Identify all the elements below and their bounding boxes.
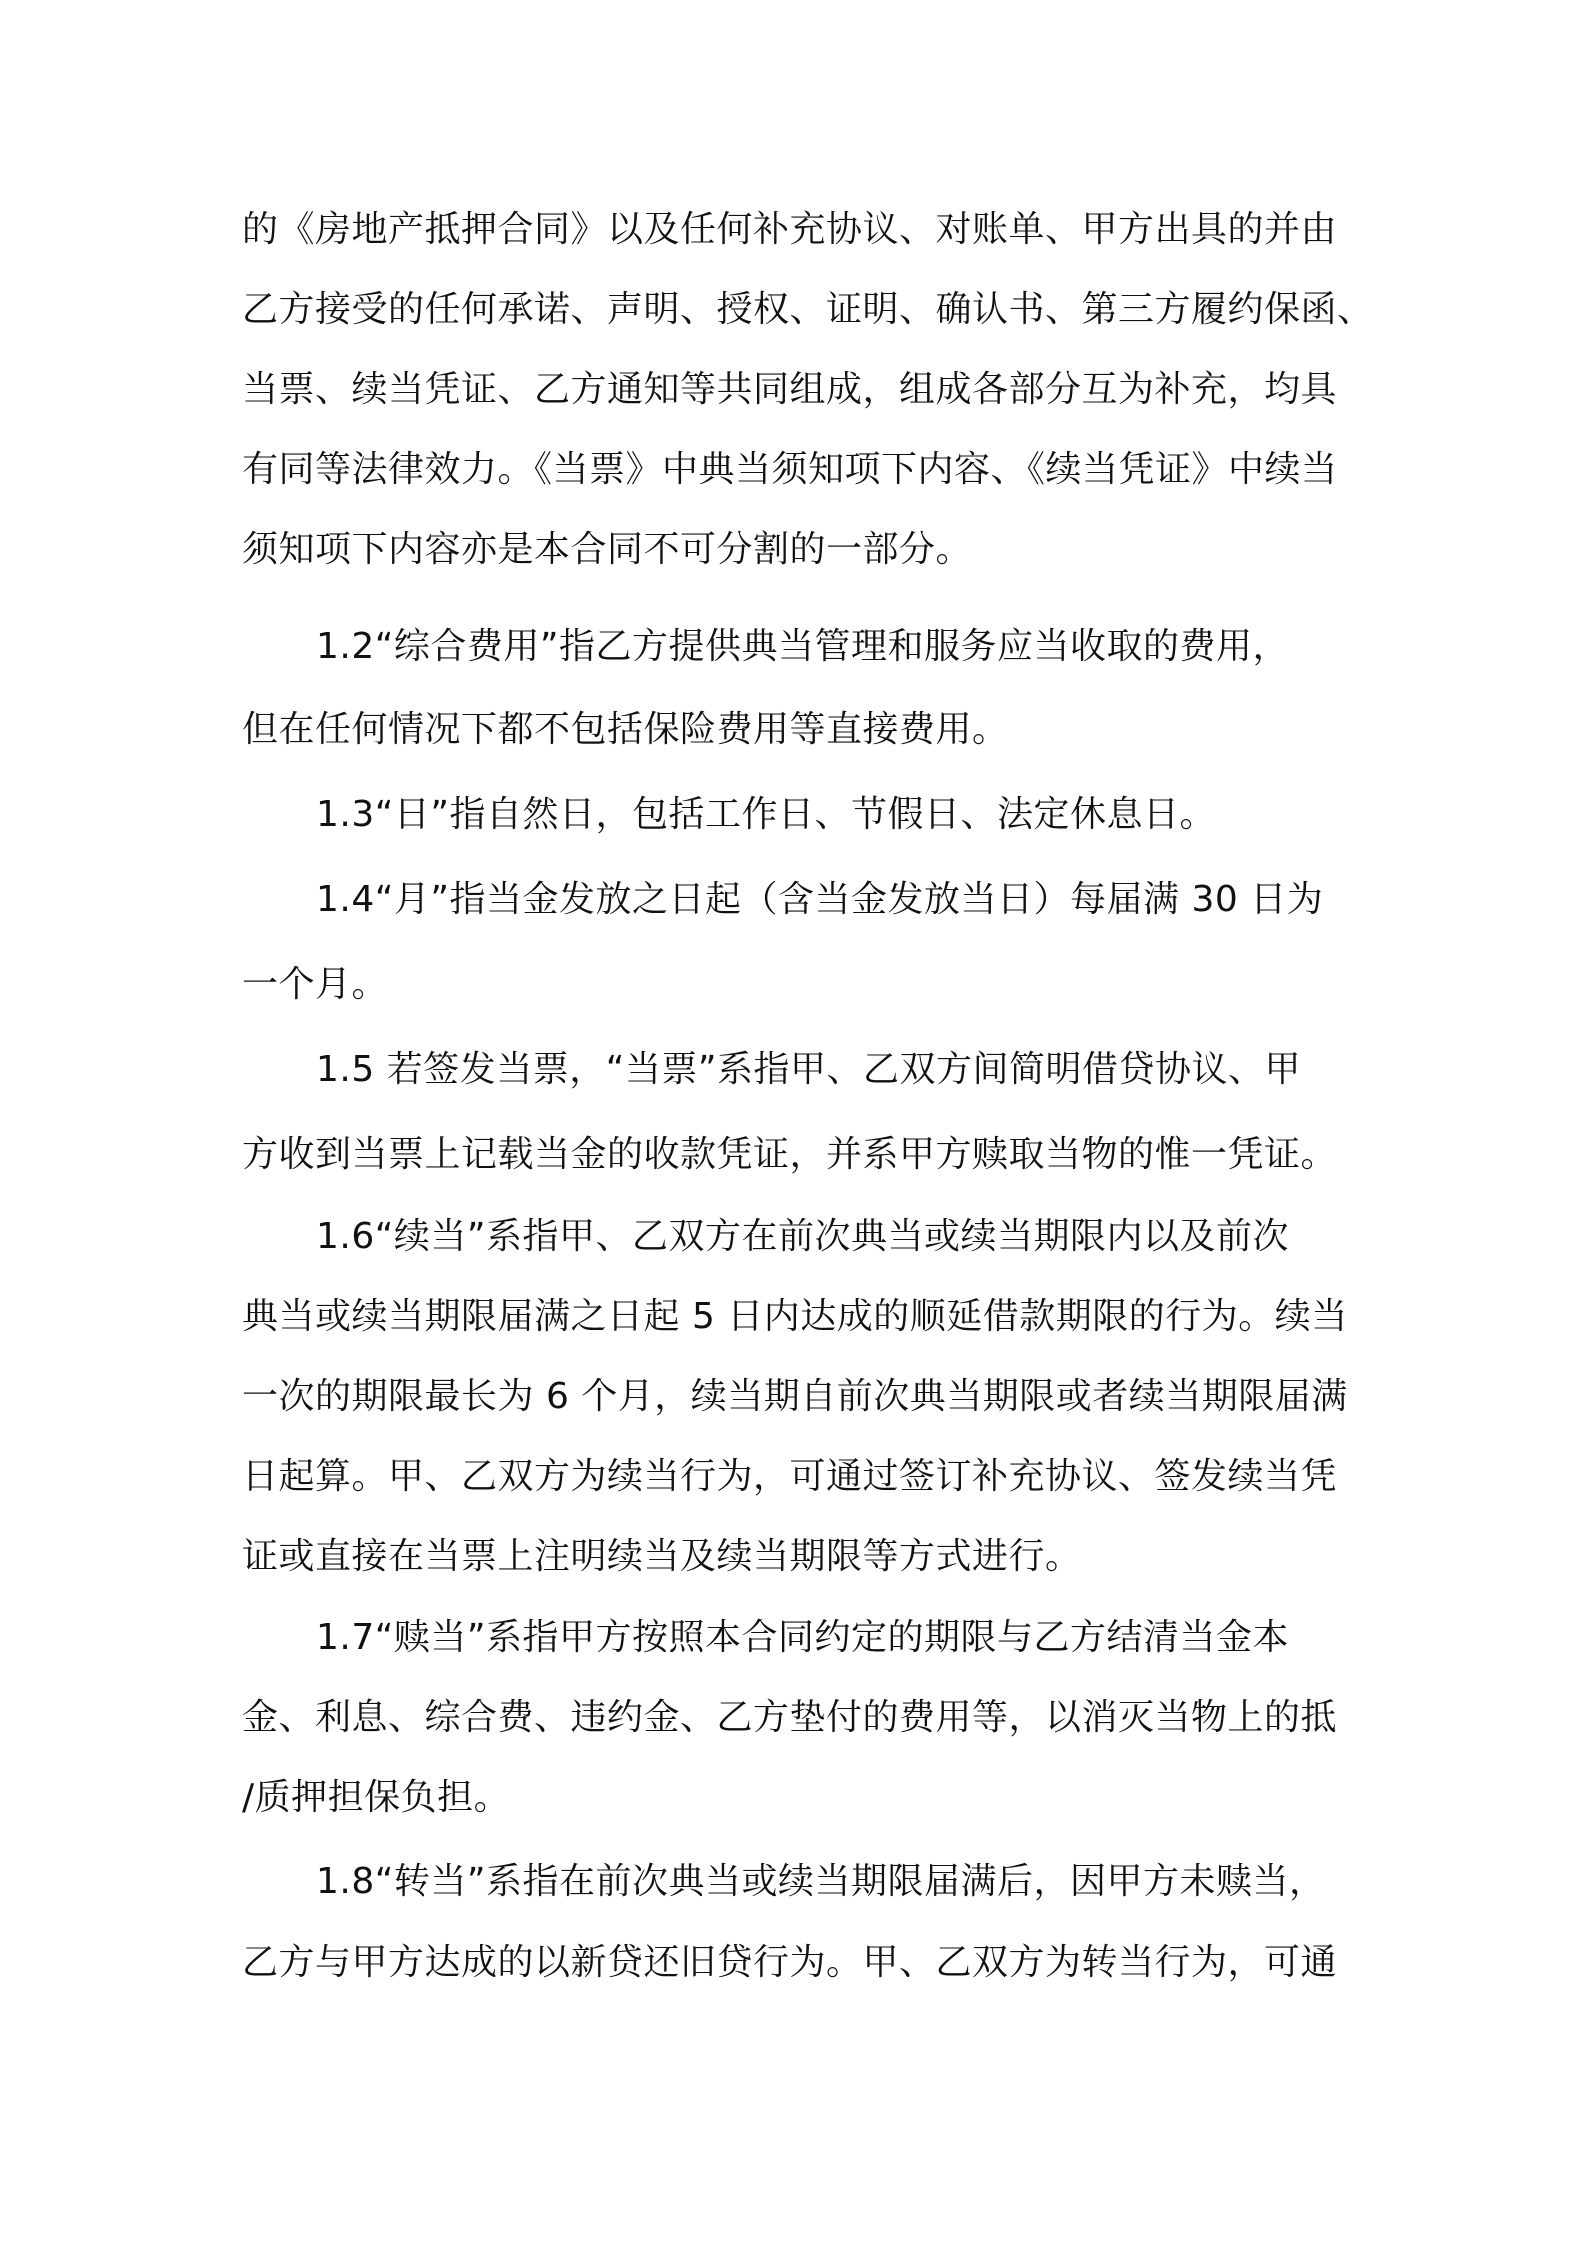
- clause-1-8-line: 1.8“转当”系指在前次典当或续当期限届满后，因甲方未赎当，: [316, 1861, 1326, 1902]
- clause-1-6-line: 1.6“续当”系指甲、乙双方在前次典当或续当期限内以及前次: [316, 1216, 1290, 1257]
- text-line: 有同等法律效力。《当票》中典当须知项下内容、《续当凭证》中续当: [242, 449, 1338, 490]
- text-line: 乙方接受的任何承诺、声明、授权、证明、确认书、第三方履约保函、: [242, 289, 1374, 330]
- text-line: 须知项下内容亦是本合同不可分割的一部分。: [242, 529, 973, 570]
- text-line: /质押担保负担。: [242, 1777, 511, 1818]
- clause-1-3-line: 1.3“日”指自然日，包括工作日、节假日、法定休息日。: [316, 794, 1217, 835]
- text-line: 方收到当票上记载当金的收款凭证，并系甲方赎取当物的惟一凭证。: [242, 1134, 1338, 1175]
- text-line: 典当或续当期限届满之日起 5 日内达成的顺延借款期限的行为。续当: [242, 1296, 1348, 1337]
- text-line: 乙方与甲方达成的以新贷还旧贷行为。甲、乙双方为转当行为，可通: [242, 1942, 1338, 1983]
- text-line: 的《房地产抵押合同》以及任何补充协议、对账单、甲方出具的并由: [242, 209, 1338, 250]
- clause-1-2-line: 1.2“综合费用”指乙方提供典当管理和服务应当收取的费用，: [316, 626, 1290, 667]
- text-line: 日起算。甲、乙双方为续当行为，可通过签订补充协议、签发续当凭: [242, 1456, 1338, 1497]
- clause-1-4-line: 1.4“月”指当金发放之日起（含当金发放当日）每届满 30 日为: [316, 879, 1324, 920]
- clause-1-5-line: 1.5 若签发当票，“当票”系指甲、乙双方间简明借贷协议、甲: [316, 1049, 1301, 1090]
- text-line: 但在任何情况下都不包括保险费用等直接费用。: [242, 709, 1009, 750]
- text-line: 一个月。: [242, 964, 389, 1005]
- text-line: 金、利息、综合费、违约金、乙方垫付的费用等，以消灭当物上的抵: [242, 1697, 1338, 1738]
- text-line: 当票、续当凭证、乙方通知等共同组成，组成各部分互为补充，均具: [242, 369, 1338, 410]
- clause-1-7-line: 1.7“赎当”系指甲方按照本合同约定的期限与乙方结清当金本: [316, 1617, 1290, 1658]
- text-line: 证或直接在当票上注明续当及续当期限等方式进行。: [242, 1536, 1082, 1577]
- text-line: 一次的期限最长为 6 个月，续当期自前次典当期限或者续当期限届满: [242, 1376, 1348, 1417]
